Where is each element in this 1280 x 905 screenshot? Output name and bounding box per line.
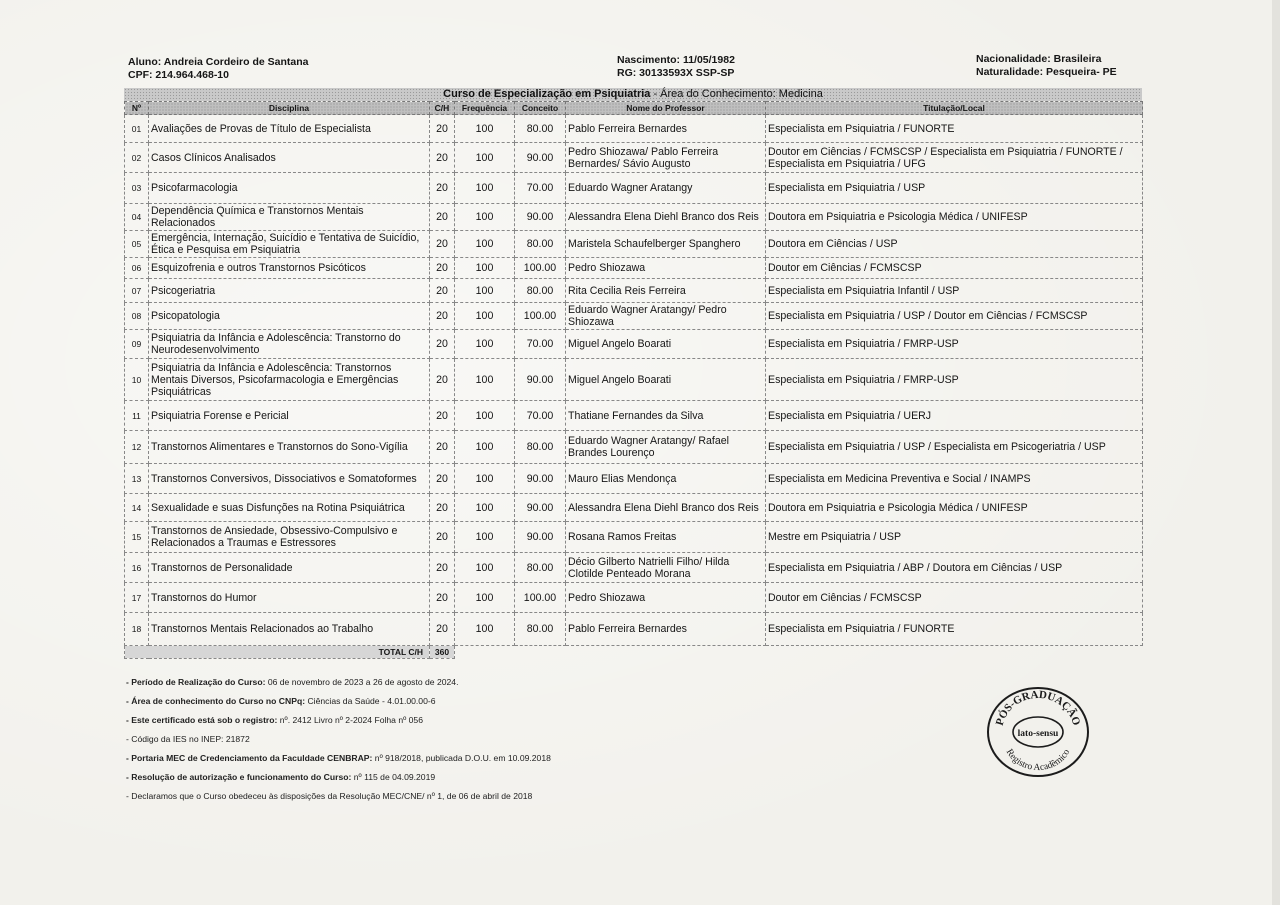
row-discipline: Avaliações de Provas de Título de Especialista — [149, 115, 430, 143]
row-hours: 20 — [430, 553, 455, 583]
row-professor: Maristela Schaufelberger Spanghero — [566, 231, 766, 258]
col-header-grade: Conceito — [515, 102, 566, 115]
transcript-table-wrap — [124, 88, 1142, 659]
note-cnpq — [126, 692, 551, 711]
note-text: Ciências da Saúde - 4.01.00.00-6 — [305, 696, 436, 706]
row-frequency: 100 — [455, 522, 515, 553]
row-number: 16 — [125, 553, 149, 583]
row-frequency: 100 — [455, 431, 515, 464]
course-title: Curso de Especialização em Psiquiatria — [443, 88, 651, 100]
birth-date: 11/05/1982 — [682, 54, 735, 66]
row-number: 17 — [125, 583, 149, 613]
row-hours: 20 — [430, 431, 455, 464]
row-number: 02 — [125, 143, 149, 173]
table-row — [125, 258, 1143, 279]
origin-value: Pesqueira- PE — [1046, 66, 1117, 78]
row-grade: 90.00 — [515, 359, 566, 401]
row-hours: 20 — [430, 204, 455, 231]
row-grade: 90.00 — [515, 522, 566, 553]
note-text: nº 918/2018, publicada D.O.U. em 10.09.2018 — [372, 753, 551, 763]
row-frequency: 100 — [455, 115, 515, 143]
note-period — [126, 673, 551, 692]
row-frequency: 100 — [455, 204, 515, 231]
row-title-local: Especialista em Psiquiatria Infantil / USP — [766, 279, 1143, 303]
row-frequency: 100 — [455, 401, 515, 431]
student-name: Andreia Cordeiro de Santana — [163, 56, 309, 68]
row-discipline: Dependência Química e Transtornos Mentais Relacionados — [149, 204, 430, 231]
note-label: - Período de Realização do Curso: — [126, 677, 266, 687]
row-number: 10 — [125, 359, 149, 401]
note-registry — [126, 711, 551, 730]
note-label: - Este certificado está sob o registro: — [126, 715, 278, 725]
row-hours: 20 — [430, 359, 455, 401]
table-row — [125, 359, 1143, 401]
row-number: 04 — [125, 204, 149, 231]
row-frequency: 100 — [455, 303, 515, 330]
table-row — [125, 464, 1143, 494]
row-title-local: Doutor em Ciências / FCMSCSP — [766, 583, 1143, 613]
row-number: 05 — [125, 231, 149, 258]
note-inep — [126, 730, 551, 749]
row-hours: 20 — [430, 330, 455, 359]
table-row — [125, 143, 1143, 173]
row-professor: Pedro Shiozawa/ Pablo Ferreira Bernardes/ Sávio Augusto — [566, 143, 766, 173]
row-title-local: Especialista em Psiquiatria / FUNORTE — [766, 613, 1143, 646]
table-row — [125, 303, 1143, 330]
course-title-bar — [124, 88, 1142, 101]
note-text: - Código da IES no INEP: 21872 — [126, 734, 250, 744]
row-discipline: Transtornos Mentais Relacionados ao Trabalho — [149, 613, 430, 646]
note-label: - Área de conhecimento do Curso no CNPq: — [126, 696, 306, 706]
row-hours: 20 — [430, 173, 455, 204]
row-discipline: Emergência, Internação, Suicídio e Tentativa de Suicídio, Ética e Pesquisa em Psiquiatria — [149, 231, 430, 258]
col-header-discipline: Disciplina — [149, 102, 430, 115]
row-title-local: Especialista em Psiquiatria / USP / Especialista em Psicogeriatria / USP — [766, 431, 1143, 464]
row-professor: Eduardo Wagner Aratangy/ Rafael Brandes Lourenço — [566, 431, 766, 464]
row-grade: 80.00 — [515, 115, 566, 143]
table-row — [125, 231, 1143, 258]
row-frequency: 100 — [455, 143, 515, 173]
cpf-label: CPF: — [128, 69, 153, 81]
row-number: 08 — [125, 303, 149, 330]
table-row — [125, 401, 1143, 431]
row-number: 15 — [125, 522, 149, 553]
table-row — [125, 279, 1143, 303]
row-professor: Pedro Shiozawa — [566, 583, 766, 613]
row-frequency: 100 — [455, 231, 515, 258]
row-grade: 80.00 — [515, 553, 566, 583]
stamp-bottom-text: Registro Acadêmico — [1003, 747, 1073, 774]
notes-section — [126, 673, 551, 806]
row-grade: 80.00 — [515, 231, 566, 258]
table-row — [125, 583, 1143, 613]
row-professor: Miguel Angelo Boarati — [566, 330, 766, 359]
row-number: 03 — [125, 173, 149, 204]
col-header-hours: C/H — [430, 102, 455, 115]
page-edge — [1272, 0, 1280, 905]
row-number: 07 — [125, 279, 149, 303]
row-title-local: Doutor em Ciências / FCMSCSP / Especialista em Psiquiatria / FUNORTE / Especialista em Psiquiatria / UFG — [766, 143, 1143, 173]
nationality-label: Nacionalidade: — [976, 53, 1051, 65]
col-header-title-local: Titulação/Local — [766, 102, 1143, 115]
row-professor: Eduardo Wagner Aratangy — [566, 173, 766, 204]
note-portaria — [126, 749, 551, 768]
row-discipline: Psicogeriatria — [149, 279, 430, 303]
row-frequency: 100 — [455, 258, 515, 279]
row-title-local: Especialista em Medicina Preventiva e Social / INAMPS — [766, 464, 1143, 494]
row-frequency: 100 — [455, 583, 515, 613]
row-title-local: Especialista em Psiquiatria / USP / Doutor em Ciências / FCMSCSP — [766, 303, 1143, 330]
row-hours: 20 — [430, 613, 455, 646]
row-number: 06 — [125, 258, 149, 279]
row-title-local: Especialista em Psiquiatria / USP — [766, 173, 1143, 204]
row-professor: Eduardo Wagner Aratangy/ Pedro Shiozawa — [566, 303, 766, 330]
row-discipline: Transtornos de Personalidade — [149, 553, 430, 583]
row-hours: 20 — [430, 279, 455, 303]
row-number: 14 — [125, 494, 149, 522]
row-frequency: 100 — [455, 279, 515, 303]
row-discipline: Transtornos Conversivos, Dissociativos e Somatoformes — [149, 464, 430, 494]
table-row — [125, 330, 1143, 359]
row-discipline: Psiquiatria Forense e Pericial — [149, 401, 430, 431]
row-grade: 70.00 — [515, 173, 566, 204]
row-title-local: Doutora em Psiquiatria e Psicologia Médica / UNIFESP — [766, 204, 1143, 231]
row-professor: Pedro Shiozawa — [566, 258, 766, 279]
row-title-local: Mestre em Psiquiatria / USP — [766, 522, 1143, 553]
row-title-local: Especialista em Psiquiatria / FMRP-USP — [766, 330, 1143, 359]
note-text: nº. 2412 Livro nº 2-2024 Folha nº 056 — [277, 715, 423, 725]
table-row — [125, 204, 1143, 231]
origin-label: Naturalidade: — [976, 66, 1044, 78]
row-title-local: Doutor em Ciências / FCMSCSP — [766, 258, 1143, 279]
row-grade: 70.00 — [515, 330, 566, 359]
row-frequency: 100 — [455, 613, 515, 646]
row-hours: 20 — [430, 143, 455, 173]
note-text: nº 115 de 04.09.2019 — [351, 772, 436, 782]
row-grade: 80.00 — [515, 279, 566, 303]
table-row — [125, 494, 1143, 522]
nationality-info — [976, 53, 1117, 79]
course-area: - Área do Conhecimento: Medicina — [650, 88, 823, 100]
note-declaration — [126, 787, 551, 806]
row-hours: 20 — [430, 401, 455, 431]
birth-label: Nascimento: — [617, 54, 681, 66]
row-grade: 90.00 — [515, 464, 566, 494]
note-resolution — [126, 768, 551, 787]
table-row — [125, 115, 1143, 143]
rg-value: 30133593X SSP-SP — [639, 67, 735, 79]
row-hours: 20 — [430, 494, 455, 522]
row-discipline: Sexualidade e suas Disfunções na Rotina Psiquiátrica — [149, 494, 430, 522]
note-label: - Resolução de autorização e funcionamento do Curso: — [126, 772, 352, 782]
transcript-table — [124, 101, 1143, 659]
stamp-top-text: PÓS-GRADUAÇÃO — [993, 688, 1083, 727]
row-hours: 20 — [430, 583, 455, 613]
row-grade: 90.00 — [515, 143, 566, 173]
row-frequency: 100 — [455, 494, 515, 522]
birth-info — [617, 54, 735, 80]
row-discipline: Transtornos de Ansiedade, Obsessivo-Compulsivo e Relacionados a Traumas e Estressores — [149, 522, 430, 553]
row-professor: Rosana Ramos Freitas — [566, 522, 766, 553]
row-title-local: Especialista em Psiquiatria / FMRP-USP — [766, 359, 1143, 401]
row-discipline: Casos Clínicos Analisados — [149, 143, 430, 173]
row-professor: Alessandra Elena Diehl Branco dos Reis — [566, 494, 766, 522]
table-row — [125, 173, 1143, 204]
row-number: 18 — [125, 613, 149, 646]
row-grade: 90.00 — [515, 494, 566, 522]
row-frequency: 100 — [455, 553, 515, 583]
student-info — [128, 56, 308, 82]
table-row — [125, 613, 1143, 646]
row-grade: 100.00 — [515, 258, 566, 279]
row-title-local: Doutora em Psiquiatria e Psicologia Médica / UNIFESP — [766, 494, 1143, 522]
nationality-value: Brasileira — [1053, 53, 1102, 65]
row-grade: 80.00 — [515, 613, 566, 646]
row-discipline: Psicopatologia — [149, 303, 430, 330]
row-professor: Mauro Elias Mendonça — [566, 464, 766, 494]
row-professor: Alessandra Elena Diehl Branco dos Reis — [566, 204, 766, 231]
row-professor: Miguel Angelo Boarati — [566, 359, 766, 401]
row-grade: 90.00 — [515, 204, 566, 231]
name-label: Aluno: — [128, 56, 162, 68]
row-hours: 20 — [430, 522, 455, 553]
stamp-center-text: lato-sensu — [1017, 729, 1059, 739]
row-title-local: Especialista em Psiquiatria / FUNORTE — [766, 115, 1143, 143]
row-discipline: Esquizofrenia e outros Transtornos Psicóticos — [149, 258, 430, 279]
table-row — [125, 553, 1143, 583]
col-header-number: Nº — [125, 102, 149, 115]
note-text: 06 de novembro de 2023 a 26 de agosto de 2024. — [265, 677, 459, 687]
row-discipline: Psiquiatria da Infância e Adolescência: Transtornos Mentais Diversos, Psicofarmacologia e Emergências Psiquiátricas — [149, 359, 430, 401]
row-hours: 20 — [430, 303, 455, 330]
row-number: 13 — [125, 464, 149, 494]
rg-label: RG: — [617, 67, 637, 79]
row-frequency: 100 — [455, 464, 515, 494]
row-grade: 100.00 — [515, 583, 566, 613]
row-discipline: Psicofarmacologia — [149, 173, 430, 204]
row-frequency: 100 — [455, 359, 515, 401]
row-title-local: Doutora em Ciências / USP — [766, 231, 1143, 258]
row-discipline: Psiquiatria da Infância e Adolescência: Transtorno do Neurodesenvolvimento — [149, 330, 430, 359]
note-label: - Portaria MEC de Credenciamento da Faculdade CENBRAP: — [126, 753, 373, 763]
note-text: - Declaramos que o Curso obedeceu às disposições da Resolução MEC/CNE/ nº 1, de 06 de abril de 2018 — [126, 791, 533, 801]
table-row — [125, 431, 1143, 464]
table-header-row — [125, 102, 1143, 115]
row-professor: Rita Cecilia Reis Ferreira — [566, 279, 766, 303]
row-hours: 20 — [430, 464, 455, 494]
row-number: 01 — [125, 115, 149, 143]
row-grade: 80.00 — [515, 431, 566, 464]
total-value: 360 — [430, 646, 455, 659]
row-grade: 100.00 — [515, 303, 566, 330]
row-number: 12 — [125, 431, 149, 464]
row-professor: Pablo Ferreira Bernardes — [566, 613, 766, 646]
row-hours: 20 — [430, 115, 455, 143]
col-header-professor: Nome do Professor — [566, 102, 766, 115]
row-hours: 20 — [430, 258, 455, 279]
row-discipline: Transtornos do Humor — [149, 583, 430, 613]
row-title-local: Especialista em Psiquiatria / UERJ — [766, 401, 1143, 431]
row-discipline: Transtornos Alimentares e Transtornos do Sono-Vigília — [149, 431, 430, 464]
col-header-frequency: Frequência — [455, 102, 515, 115]
row-frequency: 100 — [455, 173, 515, 204]
row-number: 11 — [125, 401, 149, 431]
student-cpf: 214.964.468-10 — [155, 69, 229, 81]
row-frequency: 100 — [455, 330, 515, 359]
row-title-local: Especialista em Psiquiatria / ABP / Doutora em Ciências / USP — [766, 553, 1143, 583]
total-blank — [455, 646, 1143, 659]
row-professor: Décio Gilberto Natrielli Filho/ Hilda Clotilde Penteado Morana — [566, 553, 766, 583]
registry-stamp — [986, 686, 1090, 778]
row-professor: Thatiane Fernandes da Silva — [566, 401, 766, 431]
row-professor: Pablo Ferreira Bernardes — [566, 115, 766, 143]
row-grade: 70.00 — [515, 401, 566, 431]
table-row — [125, 522, 1143, 553]
row-number: 09 — [125, 330, 149, 359]
total-row — [125, 646, 1143, 659]
total-label: TOTAL C/H — [125, 646, 430, 659]
row-hours: 20 — [430, 231, 455, 258]
